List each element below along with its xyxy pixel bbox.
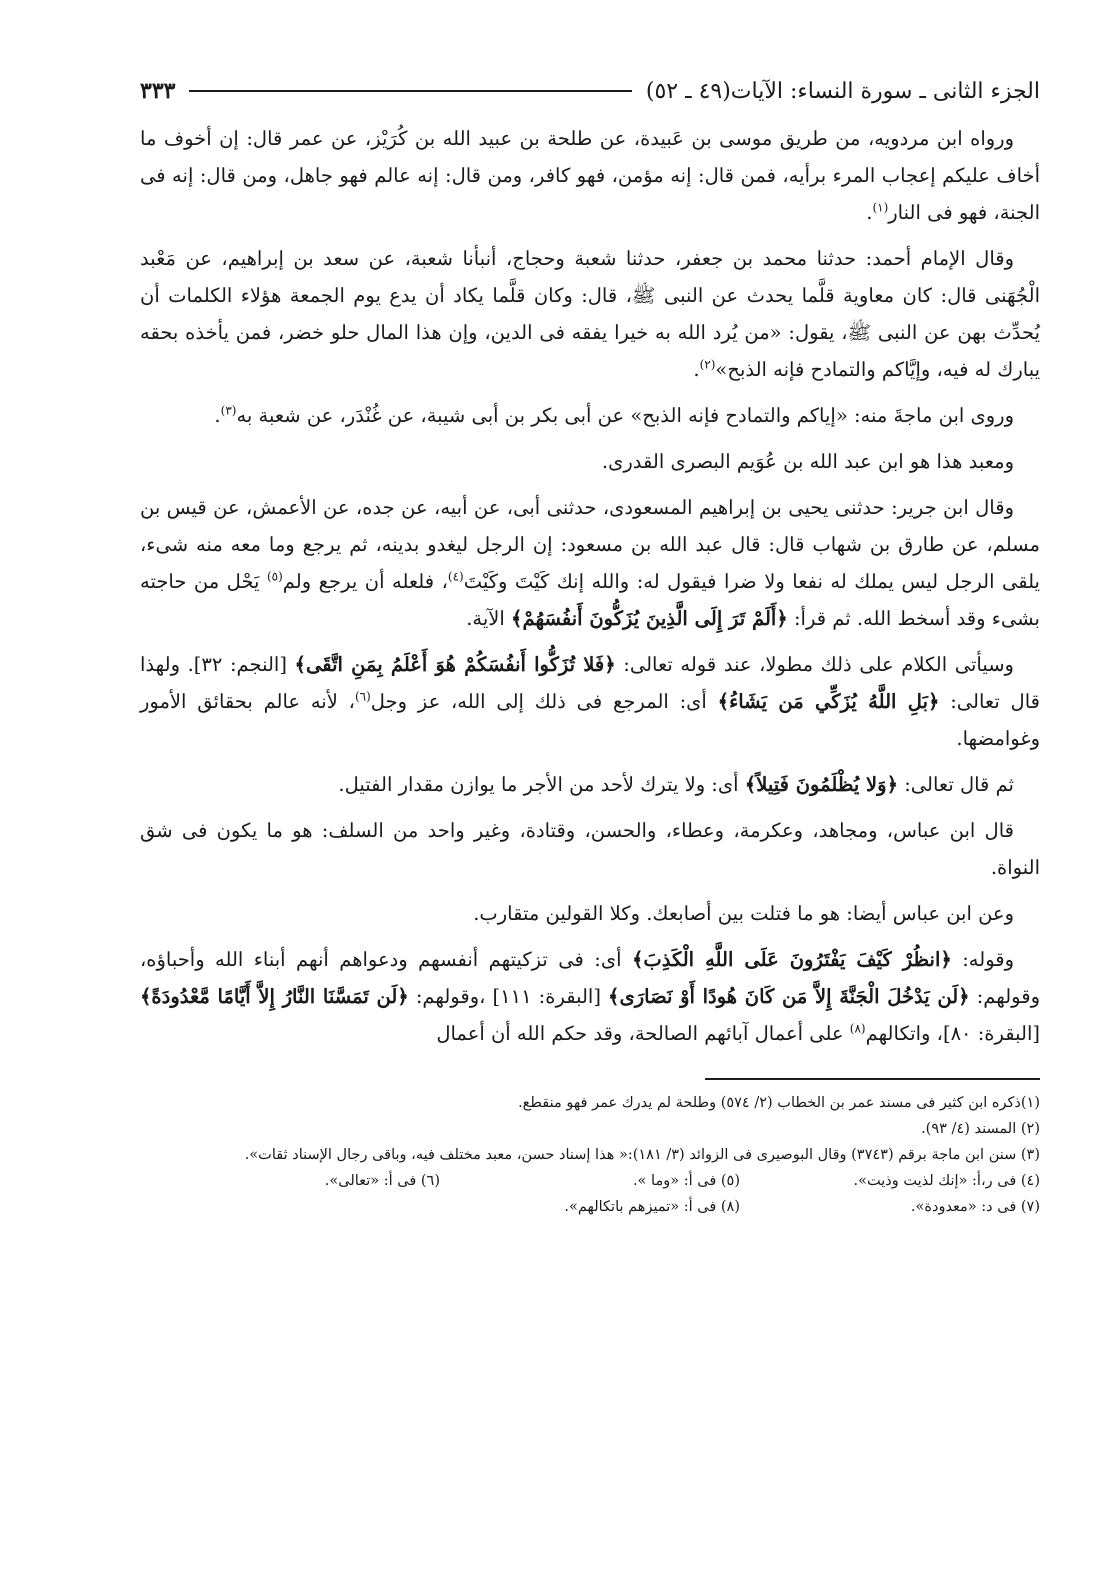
paragraph-5: وقال ابن جرير: حدثنى يحيى بن إبراهيم المسعودى، حدثنى أبى، عن أبيه، عن جده، عن الأعمش، عن قيس بن مسلم، عن طارق بن شهاب قال: قال عبد الله بن مسعود: إن الرجل ليغدو بدينه، ثم يرجع وما معه منه شىء، يلقى الرجل ليس يملك له نفعا ولا ضرا فيقول له: والله إنك كَيْتَ وكَيْتَ$^{(٤)}$، فلعله أن يرجع ولم$^{(٥)}$ يَحْل من حاجته بشىء وقد أسخط الله. ثم قرأ: ﴿أَلَمْ تَرَ إِلَى الَّذِينَ يُزَكُّونَ أَنفُسَهُمْ﴾ الآية.: [140, 496, 1040, 630]
quran-verse: ﴿أَلَمْ تَرَ إِلَى الَّذِينَ يُزَكُّونَ أَنفُسَهُمْ﴾: [511, 607, 788, 630]
page-header: [140, 72, 1040, 110]
footnote-ref: (٢): [699, 357, 716, 372]
footnote-rule: [705, 1078, 1040, 1080]
footnote-ref: (٤): [447, 569, 464, 584]
footnote-4: (٤) فى ر،أ: «إنك لذيت وذيت».: [853, 1173, 1040, 1189]
footnote-ref: (٨): [849, 1021, 866, 1036]
main-text: [140, 120, 1040, 1052]
footnote-2: (٢) المسند (٤/ ٩٣).: [921, 1121, 1040, 1137]
footnote-row: [140, 1194, 1040, 1220]
footnote-row: [140, 1168, 1040, 1194]
footnote-ref: (٣): [220, 403, 237, 418]
footnote-ref: (٥): [266, 569, 283, 584]
footnote-ref: (١): [872, 200, 889, 215]
footnote-3: (٣) سنن ابن ماجة برقم (٣٧٤٣) وقال البوصيرى فى الزوائد (٣/ ١٨١):« هذا إسناد حسن، معبد مختلف فيه، وباقى رجال الإسناد ثقات».: [244, 1147, 1040, 1163]
quran-verse: ﴿وَلا يُظْلَمُونَ فَتِيلاً﴾: [744, 773, 899, 796]
page: [140, 72, 1040, 1220]
paragraph-1: ورواه ابن مردويه، من طريق موسى بن عَبيدة، عن طلحة بن عبيد الله بن كُرَيْز، عن عمر قال: إن أخوف ما أخاف عليكم إعجاب المرء برأيه، فمن قال: إنه مؤمن، فهو كافر، ومن قال: إنه عالم فهو جاهل، ومن قال: إنه فى الجنة، فهو فى النار$^{(١)}$.: [140, 127, 1040, 224]
footnotes: [140, 1090, 1040, 1220]
footnote-8: (٨) فى أ: «تميزهم باتكالهم».: [564, 1199, 740, 1215]
paragraph-6: وسيأتى الكلام على ذلك مطولا، عند قوله تعالى: ﴿فَلا تُزَكُّوا أَنفُسَكُمْ هُوَ أَعْلَمُ بِمَنِ اتَّقَى﴾ [النجم: ٣٢]. ولهذا قال تعالى: ﴿بَلِ اللَّهُ يُزَكِّي مَن يَشَاءُ﴾ أى: المرجع فى ذلك إلى الله، عز وجل$^{(٦)}$، لأنه عالم بحقائق الأمور وغوامضها.: [140, 653, 1040, 750]
quran-verse: ﴿بَلِ اللَّهُ يُزَكِّي مَن يَشَاءُ﴾: [717, 690, 940, 713]
paragraph-8: قال ابن عباس، ومجاهد، وعكرمة، وعطاء، والحسن، وقتادة، وغير واحد من السلف: هو ما يكون فى شق النواة.: [140, 819, 1040, 879]
footnote-5: (٥) فى أ: «وما ».: [632, 1173, 740, 1189]
paragraph-10: وقوله: ﴿انظُرْ كَيْفَ يَفْتَرُونَ عَلَى اللَّهِ الْكَذِبَ﴾ أى: فى تزكيتهم أنفسهم ودعواهم أنهم أبناء الله وأحباؤه، وقولهم: ﴿لَن يَدْخُلَ الْجَنَّةَ إِلاَّ مَن كَانَ هُودًا أَوْ نَصَارَى﴾ [البقرة: ١١١] ،وقولهم: ﴿لَن تَمَسَّنَا النَّارُ إِلاَّ أَيَّامًا مَّعْدُودَةً﴾ [البقرة: ٨٠]، واتكالهم$^{(٨)}$ على أعمال آبائهم الصالحة، وقد حكم الله أن أعمال: [140, 948, 1040, 1045]
paragraph-4: ومعبد هذا هو ابن عبد الله بن عُوَيم البصرى القدرى.: [601, 450, 1014, 473]
page-number: ٣٣٣: [140, 78, 176, 104]
footnote-1: (١)ذكره ابن كثير فى مسند عمر بن الخطاب (٢/ ٥٧٤) وطلحة لم يدرك عمر فهو منقطع.: [518, 1095, 1040, 1111]
footnote-ref: (٦): [354, 689, 371, 704]
quran-verse: ﴿لَن تَمَسَّنَا النَّارُ إِلاَّ أَيَّامًا مَّعْدُودَةً﴾: [140, 985, 409, 1008]
quran-verse: ﴿انظُرْ كَيْفَ يَفْتَرُونَ عَلَى اللَّهِ الْكَذِبَ﴾: [631, 948, 952, 971]
paragraph-2: وقال الإمام أحمد: حدثنا محمد بن جعفر، حدثنا شعبة وحجاج، أنبأنا شعبة، عن سعد بن إبراهيم، عن مَعْبد الْجُهَنى قال: كان معاوية قلَّما يحدث عن النبى ﷺ، قال: وكان قلَّما يكاد أن يدع يوم الجمعة هؤلاء الكلمات أن يُحدِّث بهن عن النبى ﷺ، يقول: «من يُرد الله به خيرا يفقه فى الدين، وإن هذا المال حلو خضر، فمن يأخذه بحقه يبارك له فيه، وإيَّاكم والتمادح فإنه الذبح»$^{(٢)}$.: [140, 247, 1040, 381]
paragraph-7: ثم قال تعالى: ﴿وَلا يُظْلَمُونَ فَتِيلاً﴾ أى: ولا يترك لأحد من الأجر ما يوازن مقدار الفتيل.: [338, 773, 1014, 796]
paragraph-9: وعن ابن عباس أيضا: هو ما فتلت بين أصابعك. وكلا القولين متقارب.: [473, 902, 1014, 925]
header-rule: [189, 90, 631, 92]
paragraph-3: وروى ابن ماجةَ منه: «إياكم والتمادح فإنه الذبح» عن أبى بكر بن أبى شيبة، عن غُنْدَر، عن شعبة به$^{(٣)}$.: [214, 403, 1014, 427]
footnote-7: (٧) فى د: «معدودة».: [910, 1199, 1040, 1215]
quran-verse: ﴿لَن يَدْخُلَ الْجَنَّةَ إِلاَّ مَن كَانَ هُودًا أَوْ نَصَارَى﴾: [608, 985, 970, 1008]
running-title: الجزء الثانى ـ سورة النساء: الآيات(٤٩ ـ ٥٢): [645, 78, 1040, 104]
quran-verse: ﴿فَلا تُزَكُّوا أَنفُسَكُمْ هُوَ أَعْلَمُ بِمَنِ اتَّقَى﴾: [294, 653, 616, 676]
footnote-6: (٦) فى أ: «تعالى».: [324, 1173, 440, 1189]
